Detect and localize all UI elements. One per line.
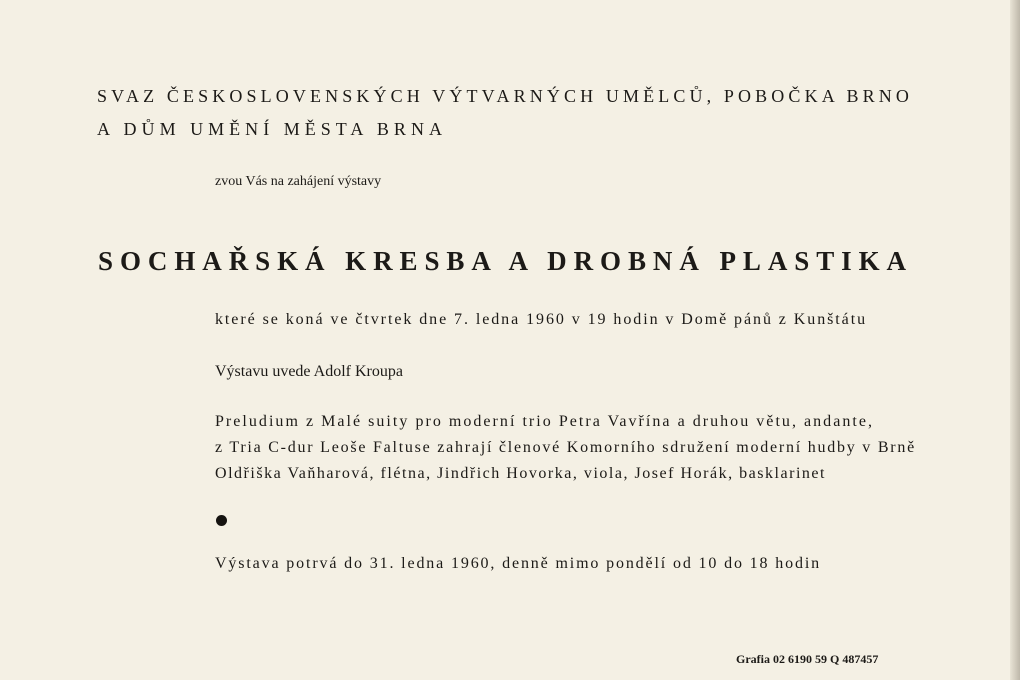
exhibition-title: SOCHAŘSKÁ KRESBA A DROBNÁ PLASTIKA (98, 246, 913, 276)
paper-edge-shadow (1010, 0, 1020, 680)
introduction-line: Výstavu uvede Adolf Kroupa (215, 363, 403, 380)
organizer-line-1: SVAZ ČESKOSLOVENSKÝCH VÝTVARNÝCH UMĚLCŮ, POBOČKA BRNO (97, 86, 913, 106)
printer-mark: Grafia 02 6190 59 Q 487457 (736, 652, 879, 666)
music-line-1: Preludium z Malé suity pro moderní trio Petra Vavřína a druhou větu, andante, (215, 413, 874, 430)
invitation-text: zvou Vás na zahájení výstavy (215, 174, 382, 189)
opening-date-line: které se koná ve čtvrtek dne 7. ledna 1960 v 19 hodin v Domě pánů z Kunštátu (215, 311, 867, 328)
music-line-3: Oldřiška Vaňharová, flétna, Jindřich Hovorka, viola, Josef Horák, basklarinet (215, 465, 826, 482)
duration-line: Výstava potrvá do 31. ledna 1960, denně mimo pondělí od 10 do 18 hodin (215, 555, 821, 572)
bullet-dot (216, 515, 227, 526)
organizer-line-2: A DŮM UMĚNÍ MĚSTA BRNA (97, 119, 447, 139)
music-line-2: z Tria C-dur Leoše Faltuse zahrají členové Komorního sdružení moderní hudby v Brně (215, 439, 916, 456)
